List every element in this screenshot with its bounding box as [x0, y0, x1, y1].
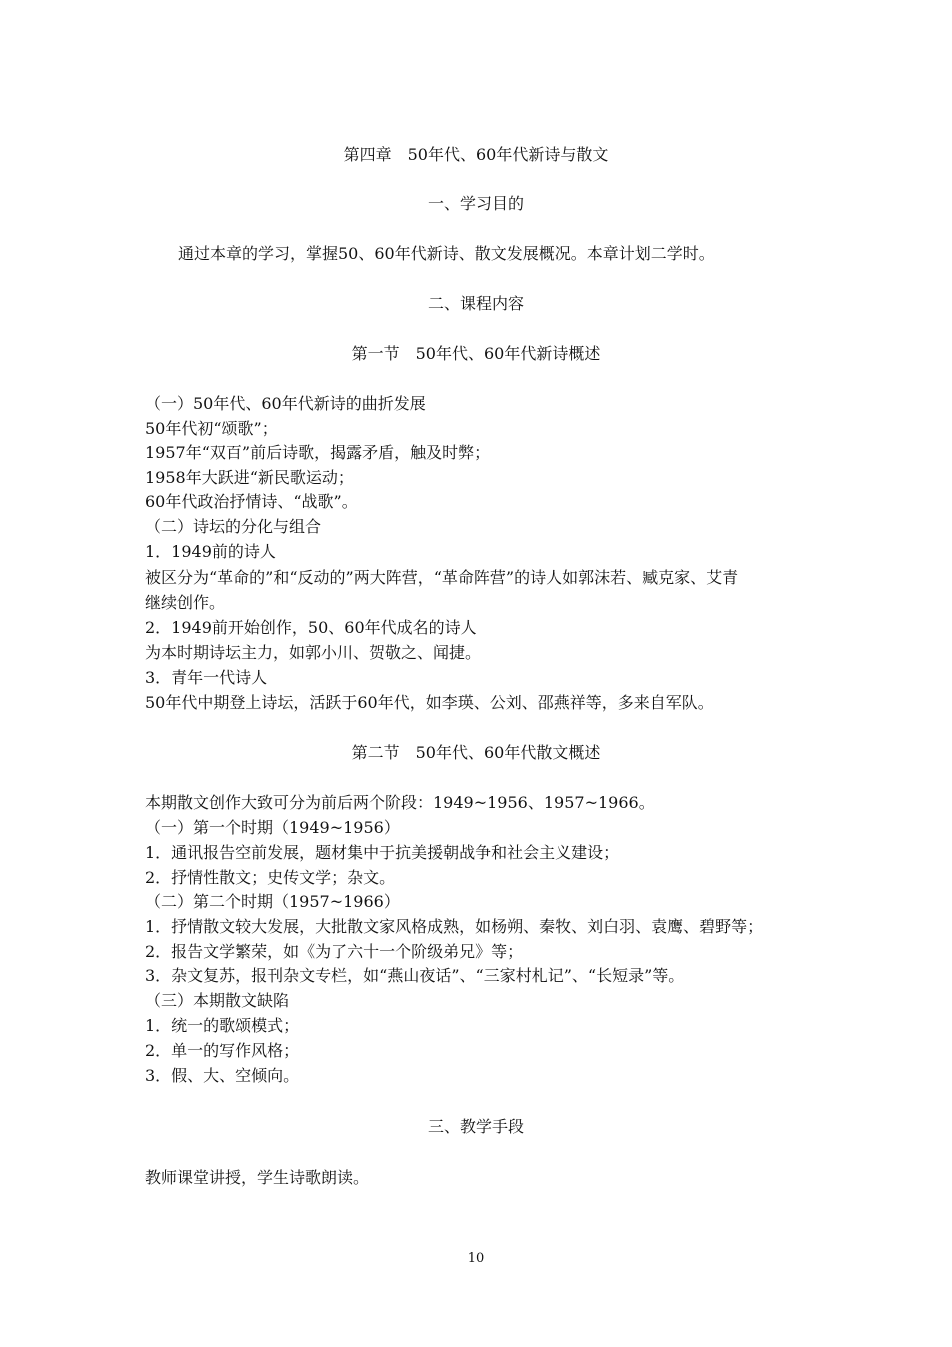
- section2-line: （一）第一个时期（1949~1956）: [145, 818, 400, 837]
- section1-line: 1958年大跃进“新民歌运动；: [145, 468, 354, 487]
- teaching-heading: 三、教学手段: [427, 1117, 524, 1136]
- section1-line: 2．1949前开始创作，50、60年代成名的诗人: [145, 618, 477, 637]
- section1-line: 继续创作。: [145, 593, 226, 612]
- section1-line: 1957年“双百”前后诗歌，揭露矛盾，触及时弊；: [145, 443, 491, 462]
- goals-heading: 一、学习目的: [427, 194, 524, 213]
- teaching-paragraph: 教师课堂讲授，学生诗歌朗读。: [145, 1168, 370, 1187]
- section1-line: （一）50年代、60年代新诗的曲折发展: [145, 394, 426, 413]
- section2-title: 第二节 50年代、60年代散文概述: [351, 743, 601, 762]
- section1-line: 60年代政治抒情诗、“战歌”。: [145, 492, 358, 511]
- section1-line: 1．1949前的诗人: [145, 542, 276, 561]
- section2-line: 1．通讯报告空前发展，题材集中于抗美援朝战争和社会主义建设；: [145, 843, 620, 862]
- section1-line: 3．青年一代诗人: [145, 668, 268, 687]
- section2-line: 2．报告文学繁荣，如《为了六十一个阶级弟兄》等；: [145, 942, 524, 961]
- section1-line: 被区分为“革命的”和“反动的”两大阵营，“革命阵营”的诗人如郭沫若、臧克家、艾青: [145, 568, 739, 587]
- goals-paragraph: 通过本章的学习，掌握50、60年代新诗、散文发展概况。本章计划二学时。: [178, 244, 715, 263]
- chapter-title: 第四章 50年代、60年代新诗与散文: [343, 145, 609, 164]
- section1-line: 50年代初“颂歌”；: [145, 419, 278, 438]
- section1-title: 第一节 50年代、60年代新诗概述: [351, 344, 601, 363]
- section1-line: 为本时期诗坛主力，如郭小川、贺敬之、闻捷。: [145, 643, 482, 662]
- section2-line: 1．抒情散文较大发展，大批散文家风格成熟，如杨朔、秦牧、刘白羽、袁鹰、碧野等；: [145, 917, 764, 936]
- section2-line: （三）本期散文缺陷: [145, 991, 290, 1010]
- section2-line: 1．统一的歌颂模式；: [145, 1016, 300, 1035]
- section1-line: 50年代中期登上诗坛，活跃于60年代，如李瑛、公刘、邵燕祥等，多来自军队。: [145, 693, 714, 712]
- section2-line: 3．杂文复苏，报刊杂文专栏，如“燕山夜话”、“三家村札记”、“长短录”等。: [145, 966, 685, 985]
- section2-line: 本期散文创作大致可分为前后两个阶段：1949~1956、1957~1966。: [145, 793, 655, 812]
- section2-line: （二）第二个时期（1957~1966）: [145, 892, 400, 911]
- section2-line: 2．抒情性散文；史传文学；杂文。: [145, 868, 396, 887]
- section1-line: （二）诗坛的分化与组合: [145, 517, 322, 536]
- section2-line: 2．单一的写作风格；: [145, 1041, 300, 1060]
- section2-line: 3．假、大、空倾向。: [145, 1066, 300, 1085]
- page-number: 10: [467, 1251, 485, 1266]
- content-heading: 二、课程内容: [427, 294, 524, 313]
